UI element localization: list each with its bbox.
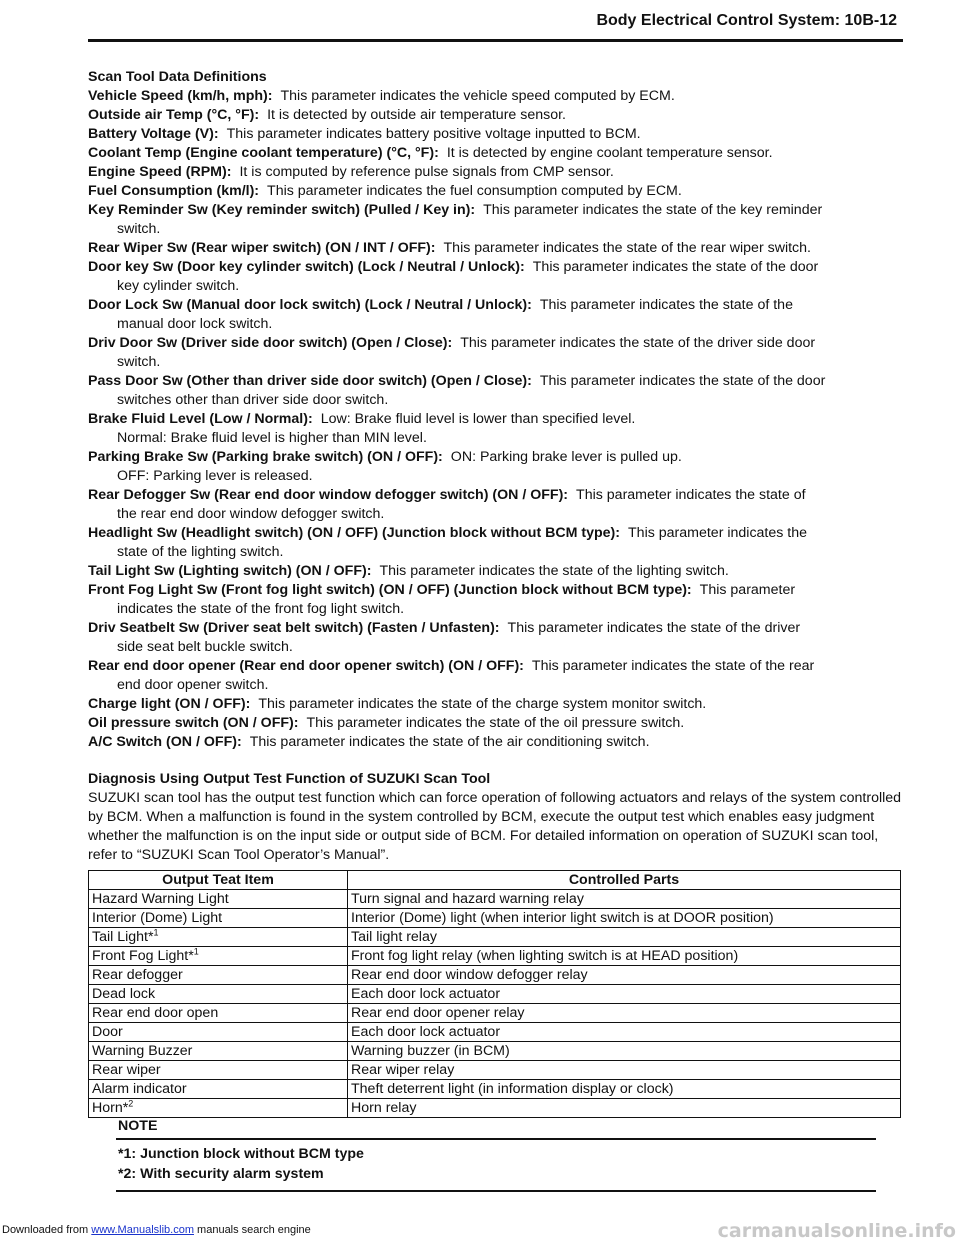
definition-term: Driv Seatbelt Sw (Driver seat belt switch) (Fasten / Unfasten): bbox=[88, 620, 500, 636]
manualslib-link[interactable]: www.Manualslib.com bbox=[91, 1224, 194, 1236]
output-test-item bbox=[89, 909, 348, 928]
definition-item bbox=[88, 448, 903, 486]
table-row bbox=[89, 1061, 901, 1080]
definition-term: Front Fog Light Sw (Front fog light switch) (ON / OFF) (Junction block without BCM type): bbox=[88, 582, 692, 598]
note-body bbox=[116, 1140, 876, 1192]
definition-continuation: switch. bbox=[117, 354, 161, 370]
item-label: Rear wiper bbox=[92, 1061, 161, 1078]
definition-item bbox=[88, 125, 903, 144]
table-row bbox=[89, 1004, 901, 1023]
definition-term: Rear Defogger Sw (Rear end door window defogger switch) (ON / OFF): bbox=[88, 487, 569, 503]
definition-term: Tail Light Sw (Lighting switch) (ON / OFF): bbox=[88, 563, 372, 579]
table-row bbox=[89, 909, 901, 928]
definition-term: A/C Switch (ON / OFF): bbox=[88, 734, 242, 750]
item-label: Door bbox=[92, 1023, 123, 1040]
definition-continuation: manual door lock switch. bbox=[117, 316, 273, 332]
table-header-row bbox=[89, 871, 901, 890]
definition-desc: This parameter indicates the bbox=[628, 525, 808, 541]
controlled-part: Each door lock actuator bbox=[348, 985, 901, 1004]
item-label: Rear end door open bbox=[92, 1004, 219, 1021]
definition-desc: This parameter indicates the state of the air conditioning switch. bbox=[249, 734, 650, 750]
definition-item bbox=[88, 619, 903, 657]
definition-item bbox=[88, 201, 903, 239]
output-test-table bbox=[88, 870, 901, 1118]
definition-item bbox=[88, 258, 903, 296]
footnote-marker: 2 bbox=[128, 1097, 134, 1108]
item-label: Interior (Dome) Light bbox=[92, 909, 223, 926]
definition-continuation: state of the lighting switch. bbox=[117, 544, 284, 560]
controlled-part: Horn relay bbox=[348, 1099, 901, 1118]
note-title: NOTE bbox=[116, 1118, 876, 1140]
definition-desc: This parameter indicates the state of the rear wiper switch. bbox=[443, 240, 811, 256]
definition-list bbox=[88, 87, 903, 752]
definition-desc: It is detected by engine coolant temperature sensor. bbox=[446, 145, 773, 161]
table-row bbox=[89, 1042, 901, 1061]
definition-term: Driv Door Sw (Driver side door switch) (Open / Close): bbox=[88, 335, 453, 351]
table-row bbox=[89, 928, 901, 947]
output-test-item bbox=[89, 1061, 348, 1080]
definition-item bbox=[88, 334, 903, 372]
definition-item bbox=[88, 296, 903, 334]
definition-desc: This parameter indicates the state of the lighting switch. bbox=[379, 563, 729, 579]
definition-desc: This parameter indicates the state of the door bbox=[539, 373, 826, 389]
output-test-item bbox=[89, 985, 348, 1004]
definition-desc: This parameter indicates the state of the key reminder bbox=[483, 202, 823, 218]
item-label: Dead lock bbox=[92, 985, 156, 1002]
definition-item bbox=[88, 486, 903, 524]
definition-desc: Low: Brake fluid level is lower than specified level. bbox=[320, 411, 636, 427]
definition-term: Battery Voltage (V): bbox=[88, 126, 219, 142]
page-footer bbox=[0, 1219, 960, 1242]
item-label: Horn* bbox=[92, 1099, 129, 1116]
table-row bbox=[89, 890, 901, 909]
definition-term: Vehicle Speed (km/h, mph): bbox=[88, 88, 273, 104]
note-box bbox=[116, 1118, 876, 1192]
definition-continuation: end door opener switch. bbox=[117, 677, 269, 693]
definition-continuation: side seat belt buckle switch. bbox=[117, 639, 293, 655]
controlled-part: Front fog light relay (when lighting switch is at HEAD position) bbox=[348, 947, 901, 966]
controlled-part: Rear wiper relay bbox=[348, 1061, 901, 1080]
definition-item bbox=[88, 657, 903, 695]
definition-term: Parking Brake Sw (Parking brake switch) (ON / OFF): bbox=[88, 449, 443, 465]
note-line: *1: Junction block without BCM type bbox=[118, 1146, 364, 1162]
definition-item bbox=[88, 714, 903, 733]
definition-term: Outside air Temp (°C, °F): bbox=[88, 107, 260, 123]
page-header bbox=[88, 8, 903, 42]
item-label: Hazard Warning Light bbox=[92, 890, 229, 907]
page-title: Body Electrical Control System: 10B-12 bbox=[596, 12, 897, 29]
diagnosis-heading: Diagnosis Using Output Test Function of SUZUKI Scan Tool bbox=[88, 771, 491, 787]
item-label: Alarm indicator bbox=[92, 1080, 187, 1097]
output-test-item bbox=[89, 1080, 348, 1099]
definition-continuation: key cylinder switch. bbox=[117, 278, 240, 294]
definition-desc: This parameter indicates the state of bbox=[576, 487, 806, 503]
controlled-part: Rear end door opener relay bbox=[348, 1004, 901, 1023]
controlled-part: Warning buzzer (in BCM) bbox=[348, 1042, 901, 1061]
definition-item bbox=[88, 524, 903, 562]
definition-item bbox=[88, 372, 903, 410]
definition-item bbox=[88, 239, 903, 258]
download-prefix: Downloaded from bbox=[2, 1224, 89, 1236]
definition-term: Coolant Temp (Engine coolant temperature) (°C, °F): bbox=[88, 145, 439, 161]
controlled-part: Each door lock actuator bbox=[348, 1023, 901, 1042]
table-row bbox=[89, 1023, 901, 1042]
definition-item bbox=[88, 695, 903, 714]
definition-item bbox=[88, 106, 903, 125]
definition-desc: This parameter indicates battery positive voltage inputted to BCM. bbox=[226, 126, 641, 142]
definition-term: Oil pressure switch (ON / OFF): bbox=[88, 715, 299, 731]
definition-item bbox=[88, 163, 903, 182]
controlled-part: Rear end door window defogger relay bbox=[348, 966, 901, 985]
output-test-item bbox=[89, 928, 348, 947]
download-suffix: manuals search engine bbox=[197, 1224, 311, 1236]
definition-term: Door key Sw (Door key cylinder switch) (Lock / Neutral / Unlock): bbox=[88, 259, 525, 275]
table-row bbox=[89, 985, 901, 1004]
table-header-parts: Controlled Parts bbox=[348, 871, 901, 890]
definition-item bbox=[88, 733, 903, 752]
definition-desc: This parameter indicates the state of the rear bbox=[531, 658, 815, 674]
controlled-part: Interior (Dome) light (when interior light switch is at DOOR position) bbox=[348, 909, 901, 928]
item-label: Front Fog Light* bbox=[92, 947, 194, 964]
definition-continuation: indicates the state of the front fog light switch. bbox=[117, 601, 405, 617]
output-test-item bbox=[89, 966, 348, 985]
footnote-marker: 1 bbox=[193, 945, 199, 956]
controlled-part: Theft deterrent light (in information display or clock) bbox=[348, 1080, 901, 1099]
scan-tool-heading: Scan Tool Data Definitions bbox=[88, 69, 267, 85]
definition-item bbox=[88, 87, 903, 106]
definition-term: Engine Speed (RPM): bbox=[88, 164, 232, 180]
definition-desc: This parameter indicates the vehicle speed computed by ECM. bbox=[280, 88, 675, 104]
diagnosis-paragraph: SUZUKI scan tool has the output test function which can force operation of following actuators and relays of the system controlled by BCM. When a malfunction is found in the system controlled by BCM, execute the output test which enables easy judgment whether the malfunction is on the input side or output side of BCM. For detailed information on operation of SUZUKI scan tool, refer to “SUZUKI Scan Tool Operator’s Manual”. bbox=[88, 790, 902, 863]
output-test-item bbox=[89, 1023, 348, 1042]
definition-desc: This parameter indicates the state of the driver bbox=[507, 620, 801, 636]
output-test-item bbox=[89, 1042, 348, 1061]
definition-desc: This parameter indicates the fuel consumption computed by ECM. bbox=[267, 183, 682, 199]
definition-item bbox=[88, 562, 903, 581]
definition-term: Rear end door opener (Rear end door opener switch) (ON / OFF): bbox=[88, 658, 524, 674]
definition-term: Key Reminder Sw (Key reminder switch) (Pulled / Key in): bbox=[88, 202, 476, 218]
definition-continuation: Normal: Brake fluid level is higher than MIN level. bbox=[117, 430, 427, 446]
definition-continuation: switches other than driver side door switch. bbox=[117, 392, 389, 408]
definition-item bbox=[88, 144, 903, 163]
definition-desc: ON: Parking brake lever is pulled up. bbox=[450, 449, 682, 465]
item-label: Warning Buzzer bbox=[92, 1042, 193, 1059]
definition-desc: It is detected by outside air temperature sensor. bbox=[267, 107, 566, 123]
definition-desc: This parameter indicates the state of the charge system monitor switch. bbox=[258, 696, 707, 712]
definition-desc: It is computed by reference pulse signals from CMP sensor. bbox=[239, 164, 614, 180]
main-content bbox=[88, 68, 903, 1118]
definition-term: Door Lock Sw (Manual door lock switch) (Lock / Neutral / Unlock): bbox=[88, 297, 532, 313]
definition-desc: This parameter indicates the state of the bbox=[539, 297, 793, 313]
table-row bbox=[89, 1099, 901, 1118]
output-test-item bbox=[89, 947, 348, 966]
item-label: Rear defogger bbox=[92, 966, 183, 983]
definition-item bbox=[88, 410, 903, 448]
note-line: *2: With security alarm system bbox=[118, 1166, 324, 1182]
output-test-item bbox=[89, 1004, 348, 1023]
definition-term: Charge light (ON / OFF): bbox=[88, 696, 251, 712]
definition-item bbox=[88, 581, 903, 619]
definition-continuation: OFF: Parking lever is released. bbox=[117, 468, 313, 484]
definition-term: Headlight Sw (Headlight switch) (ON / OFF) (Junction block without BCM type): bbox=[88, 525, 621, 541]
download-notice bbox=[2, 1224, 311, 1236]
definition-continuation: switch. bbox=[117, 221, 161, 237]
definition-term: Brake Fluid Level (Low / Normal): bbox=[88, 411, 313, 427]
definition-term: Fuel Consumption (km/l): bbox=[88, 183, 260, 199]
definition-desc: This parameter indicates the state of the door bbox=[532, 259, 819, 275]
item-label: Tail Light* bbox=[92, 928, 154, 945]
definition-desc: This parameter indicates the state of the oil pressure switch. bbox=[306, 715, 685, 731]
definition-term: Rear Wiper Sw (Rear wiper switch) (ON / INT / OFF): bbox=[88, 240, 436, 256]
controlled-part: Tail light relay bbox=[348, 928, 901, 947]
footnote-marker: 1 bbox=[153, 926, 159, 937]
definition-continuation: the rear end door window defogger switch. bbox=[117, 506, 385, 522]
watermark-text: carmanualsonline.info bbox=[717, 1220, 956, 1242]
table-row bbox=[89, 1080, 901, 1099]
table-header-item: Output Teat Item bbox=[89, 871, 348, 890]
output-test-item bbox=[89, 1099, 348, 1118]
definition-item bbox=[88, 182, 903, 201]
definition-desc: This parameter indicates the state of the driver side door bbox=[460, 335, 816, 351]
table-row bbox=[89, 966, 901, 985]
definition-term: Pass Door Sw (Other than driver side door switch) (Open / Close): bbox=[88, 373, 532, 389]
definition-desc: This parameter bbox=[699, 582, 796, 598]
output-test-item bbox=[89, 890, 348, 909]
controlled-part: Turn signal and hazard warning relay bbox=[348, 890, 901, 909]
table-row bbox=[89, 947, 901, 966]
